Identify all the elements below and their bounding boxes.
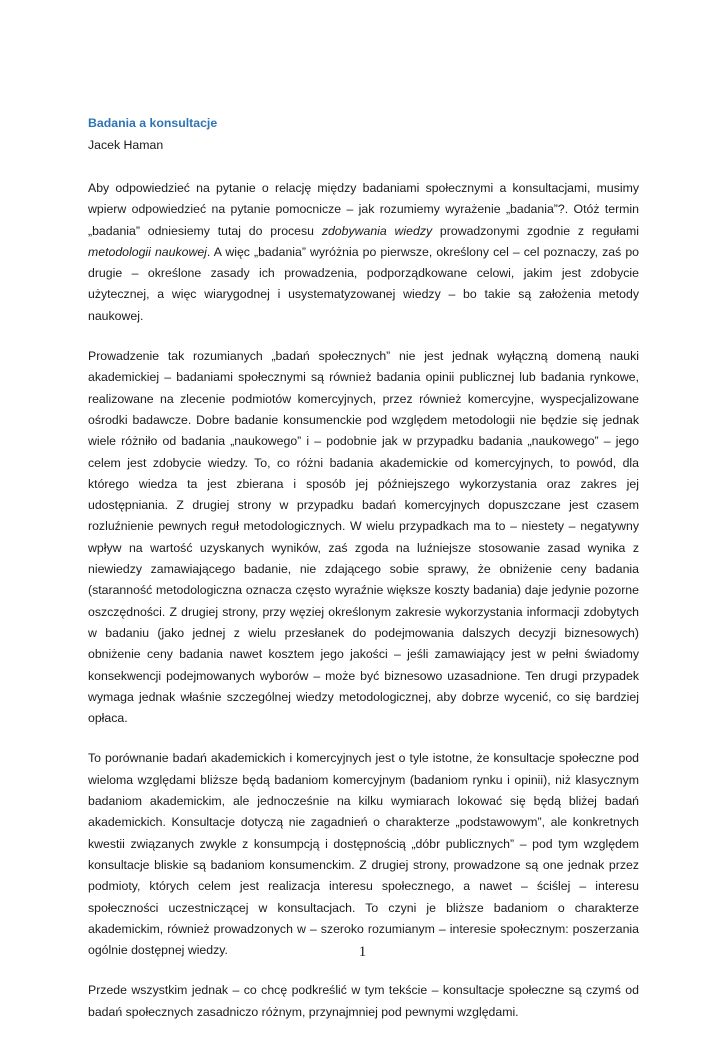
document-page [88, 112, 639, 1042]
paragraph-1-emphasis-b: metodologii naukowej [88, 244, 207, 259]
document-author: Jacek Haman [88, 138, 164, 152]
paragraph-1 [88, 178, 639, 327]
paragraph-1-text-c: . A więc „badania” wyróżnia po pierwsze, określony cel – cel poznaczy, zaś po drugie – określone zasady ich prowadzenia, podporządkowane celowi, jakim jest zdobycie użytecznej, a więc wiarygodnej i usystematyzowanej wiedzy – bo takie są założenia metody naukowej. [88, 244, 639, 323]
page-number: 1 [358, 944, 367, 960]
paragraph-3: To porównanie badań akademickich i komercyjnych jest o tyle istotne, że konsultacje społeczne pod wieloma względami bliższe będą badaniom komercyjnym (badaniom rynku i opinii), niż klasycznym badaniom akademickim, ale jednocześnie na kilku wymiarach lokować się będą bliżej badań akademickich. Konsultacje dotyczą nie zagadnień o charakterze „podstawowym”, ale konkretnych kwestii związanych zwykle z konsumpcją i dostępnością „dóbr publicznych” – pod tym względem konsultacje bliskie są badaniom konsumenckim. Z drugiej strony, prowadzone są one jednak przez podmioty, których celem jest realizacja interesu społecznego, a nawet – ściślej – interesu społeczności uczestniczącej w konsultacjach. To czyni je bliższe badaniom o charakterze akademickim, również prowadzonych w – szeroko rozumianym – interesie społecznym: poszerzania ogólnie dostępnej wiedzy. [88, 751, 639, 958]
paragraph-1-text-b: prowadzonymi zgodnie z regułami [432, 223, 639, 238]
paragraph-2: Prowadzenie tak rozumianych „badań społecznych” nie jest jednak wyłączną domeną nauki akademickiej – badaniami społecznymi są również badania opinii publicznej lub badania rynkowe, realizowane na zlecenie podmiotów komercyjnych, przez również komercyjne, wyspecjalizowane ośrodki badawcze. Dobre badanie konsumenckie pod względem metodologii nie będzie się jednak wiele różniło od badania „naukowego” i – podobnie jak w przypadku badania „naukowego” – jego celem jest zdobycie wiedzy. To, co różni badania akademickie od komercyjnych, to powód, dla którego wiedza ta jest zbierana i sposób jej późniejszego wykorzystania oraz zakres jej udostępniania. Z drugiej strony w przypadku badań komercyjnych dopuszczane jest czasem rozluźnienie pewnych reguł metodologicznych. W wielu przypadkach ma to – niestety – negatywny wpływ na wartość uzyskanych wyników, zaś zgoda na luźniejsze stosowanie zasad wynika z niewiedzy zamawiającego badanie, nie zdającego sobie sprawy, że obniżenie ceny badania (staranność metodologiczna oznacza często wyraźnie większe koszty badania) daje jedynie pozorne oszczędności. Z drugiej strony, przy węziej określonym zakresie wykorzystania informacji zdobytych w badaniu (jako jednej z wielu przesłanek do podejmowania dalszych decyzji biznesowych) obniżenie ceny badania nawet kosztem jego jakości – jeśli zamawiający jest w pełni świadomy konsekwencji podejmowanych wyborów – może być biznesowo uzasadnione. Ten drugi przypadek wymaga jednak właśnie szczególnej wiedzy metodologicznej, aby dobrze wycenić, co się bardziej opłaca. [88, 349, 639, 726]
paragraph-1-text-a: Aby odpowiedzieć na pytanie o relację między badaniami społecznymi a konsultacjami, musimy wpierw odpowiedzieć na pytanie pomocnicze – jak rozumiemy wyrażenie „badania”?. Otóż termin „badania” odniesiemy tutaj do procesu [88, 181, 639, 238]
document-title: Badania a konsultacje [88, 116, 218, 130]
paragraph-4: Przede wszystkim jednak – co chcę podkreślić w tym tekście – konsultacje społeczne są czymś od badań społecznych zasadniczo różnym, przynajmniej pod pewnymi względami. [88, 983, 639, 1019]
paragraph-1-emphasis-a: zdobywania wiedzy [321, 223, 433, 238]
